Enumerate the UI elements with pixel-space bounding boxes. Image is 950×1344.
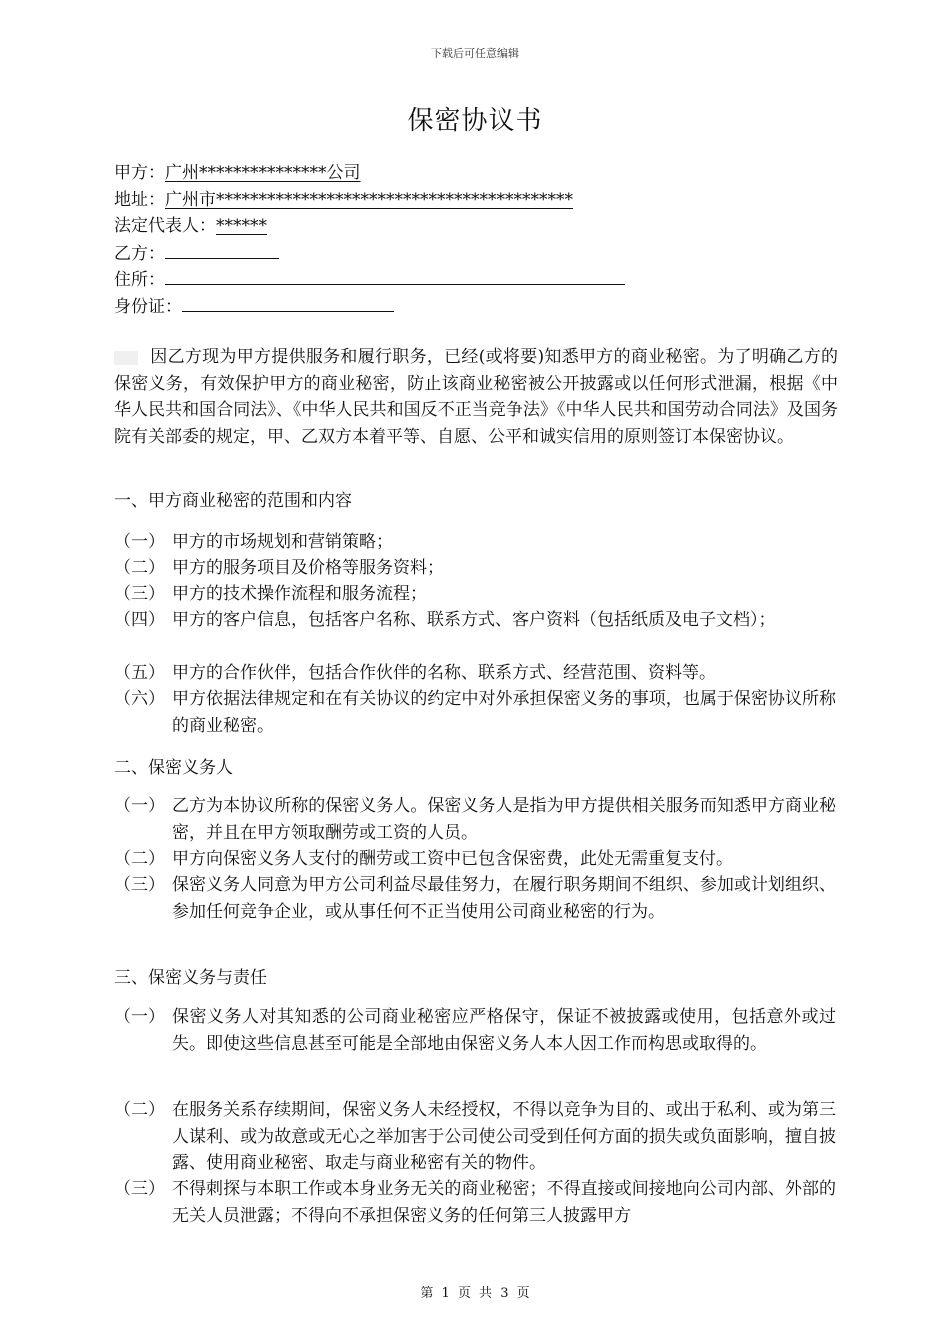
- party-b-label: 乙方：: [114, 243, 165, 264]
- item-number: （四）: [114, 610, 165, 630]
- paragraph-indent-mark: [114, 351, 138, 365]
- section-2-item-1: [114, 793, 836, 846]
- item-number: （一）: [114, 532, 165, 552]
- section-1-item-3: [114, 581, 836, 608]
- section-1-item-2: [114, 555, 836, 582]
- intro-paragraph: [114, 344, 838, 450]
- residence-blank[interactable]: [165, 266, 625, 285]
- section-1-item-4: [114, 607, 836, 634]
- id-card-blank[interactable]: [182, 293, 394, 312]
- item-text: 在服务关系存续期间，保密义务人未经授权，不得以竞争为目的、或出于私利、或为第三人谋利、或为故意或无心之举加害于公司使公司受到任何方面的损失或负面影响，擅自披露、使用商业秘密、取走与商业秘密有关的物件。: [172, 1100, 836, 1173]
- section-1-item-5: [114, 660, 836, 687]
- section-3-item-1: [114, 1004, 836, 1057]
- item-text: 甲方的市场规划和营销策略；: [172, 532, 393, 552]
- address-label: 地址：: [114, 189, 165, 210]
- section-2-heading: 二、保密义务人: [114, 758, 233, 778]
- page-footer: 第 1 页 共 3 页: [420, 1286, 530, 1301]
- section-3-item-2: [114, 1097, 836, 1177]
- address-line: [114, 187, 834, 214]
- section-1-heading: 一、甲方商业秘密的范围和内容: [114, 491, 352, 511]
- item-text: 甲方的客户信息，包括客户名称、联系方式、客户资料（包括纸质及电子文档）；: [172, 610, 776, 630]
- section-3-heading: 三、保密义务与责任: [114, 968, 267, 988]
- party-a-label: 甲方：: [114, 163, 165, 183]
- item-text: 不得刺探与本职工作或本身业务无关的商业秘密；不得直接或间接地向公司内部、外部的无关人员泄露；不得向不承担保密义务的任何第三人披露甲方: [172, 1179, 836, 1226]
- party-a-value: 广州***************公司: [165, 163, 361, 183]
- residence-line: [114, 266, 834, 293]
- address-value: 广州市******************************************: [165, 189, 573, 210]
- item-number: （三）: [114, 584, 165, 604]
- legal-representative-label: 法定代表人：: [114, 216, 216, 236]
- item-number: （六）: [114, 689, 165, 709]
- section-2-item-2: [114, 846, 836, 873]
- section-3-item-3: [114, 1176, 836, 1229]
- item-number: （一）: [114, 1007, 165, 1027]
- item-text: 甲方的合作伙伴，包括合作伙伴的名称、联系方式、经营范围、资料等。: [172, 663, 716, 683]
- section-1-item-6: [114, 686, 836, 739]
- id-card-label: 身份证：: [114, 296, 182, 317]
- item-number: （三）: [114, 1179, 165, 1199]
- id-card-line: [114, 293, 834, 320]
- document-title: 保密协议书: [407, 106, 543, 136]
- residence-label: 住所：: [114, 270, 165, 290]
- party-a-line: [114, 160, 834, 187]
- header-note: 下载后可任意编辑: [431, 47, 519, 60]
- party-b-line: [114, 240, 834, 267]
- item-number: （二）: [114, 1100, 165, 1120]
- item-text: 保密义务人对其知悉的公司商业秘密应严格保守，保证不被披露或使用，包括意外或过失。即使这些信息甚至可能是全部地由保密义务人本人因工作而构思或取得的。: [172, 1007, 836, 1054]
- section-1-item-1: [114, 529, 836, 556]
- intro-text: 因乙方现为甲方提供服务和履行职务，已经(或将要)知悉甲方的商业秘密。为了明确乙方的保密义务，有效保护甲方的商业秘密，防止该商业秘密被公开披露或以任何形式泄漏，根据《中华人民共和国合同法》、《中华人民共和国反不正当竞争法》《中华人民共和国劳动合同法》及国务院有关部委的规定，甲、乙双方本着平等、自愿、公平和诚实信用的原则签订本保密协议。: [114, 347, 838, 447]
- item-text: 乙方为本协议所称的保密义务人。保密义务人是指为甲方提供相关服务而知悉甲方商业秘密，并且在甲方领取酬劳或工资的人员。: [172, 796, 836, 843]
- item-number: （五）: [114, 663, 165, 683]
- item-number: （二）: [114, 849, 165, 869]
- item-number: （二）: [114, 558, 165, 578]
- item-text: 保密义务人同意为甲方公司利益尽最佳努力，在履行职务期间不组织、参加或计划组织、参加任何竞争企业，或从事任何不正当使用公司商业秘密的行为。: [172, 875, 836, 922]
- item-number: （三）: [114, 875, 165, 895]
- item-text: 甲方的技术操作流程和服务流程；: [172, 584, 427, 604]
- party-info-block: [114, 160, 834, 319]
- item-text: 甲方向保密义务人支付的酬劳或工资中已包含保密费，此处无需重复支付。: [172, 849, 733, 869]
- legal-representative-value: ******: [216, 216, 267, 236]
- section-2-item-3: [114, 872, 836, 925]
- legal-representative-line: [114, 213, 834, 240]
- item-text: 甲方的服务项目及价格等服务资料；: [172, 558, 444, 578]
- item-text: 甲方依据法律规定和在有关协议的约定中对外承担保密义务的事项，也属于保密协议所称的商业秘密。: [172, 689, 836, 736]
- item-number: （一）: [114, 796, 165, 816]
- party-b-blank[interactable]: [165, 240, 279, 259]
